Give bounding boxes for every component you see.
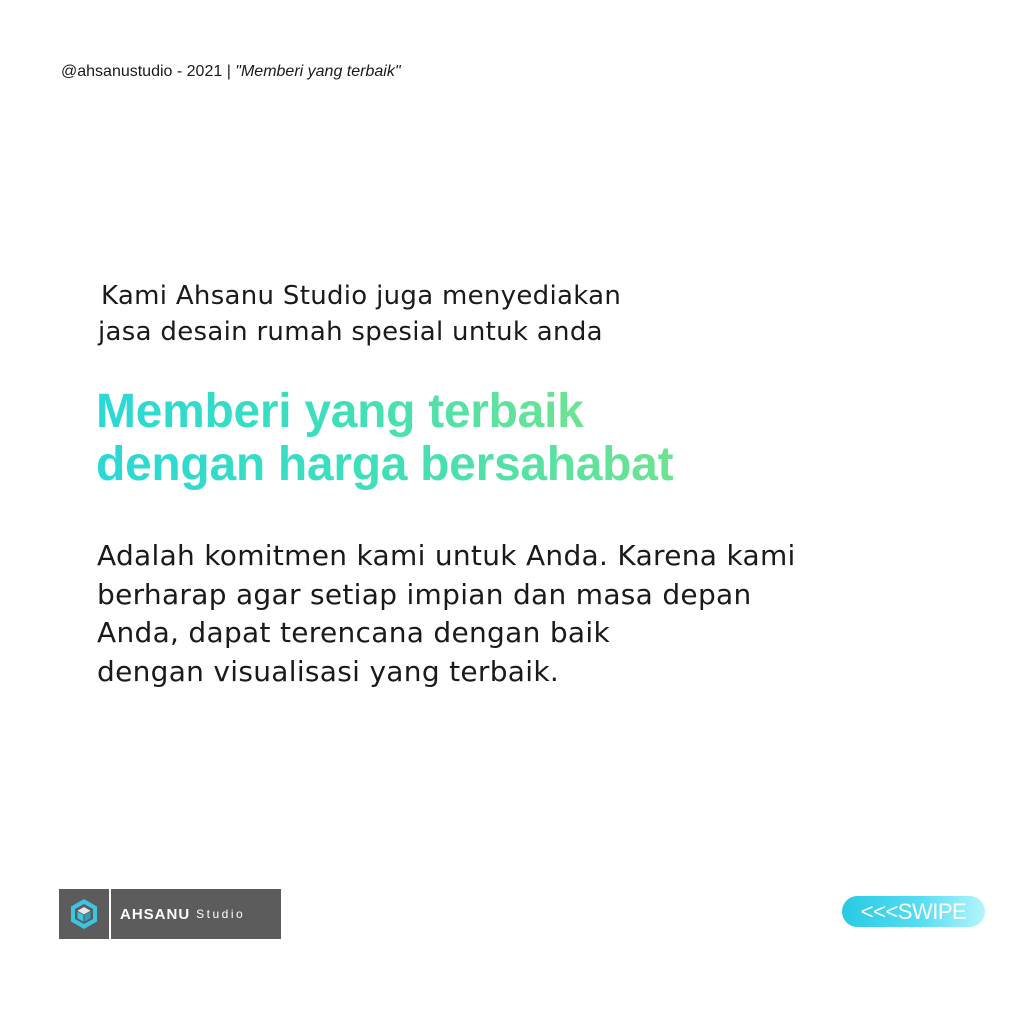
logo-brand: AHSANU: [120, 905, 191, 923]
headline: [96, 385, 856, 491]
header-caption: [61, 63, 401, 81]
body-paragraph: [97, 537, 917, 691]
intro-line-1: Kami Ahsanu Studio juga menyediakan: [101, 281, 622, 311]
intro-text: [98, 278, 858, 350]
studio-logo: [59, 889, 281, 939]
body-line-3: Anda, dapat terencana dengan baik: [97, 616, 610, 649]
hexagon-cube-icon: [67, 897, 101, 931]
logo-sub: Studio: [196, 907, 246, 921]
logo-mark: [59, 889, 109, 939]
header-tagline: "Memberi yang terbaik": [235, 63, 401, 80]
headline-line-1: Memberi yang terbaik: [96, 385, 584, 438]
body-line-1: Adalah komitmen kami untuk Anda. Karena kami: [97, 539, 796, 572]
body-line-4: dengan visualisasi yang terbaik.: [97, 654, 560, 688]
logo-wordmark: [111, 889, 281, 939]
body-line-2: berharap agar setiap impian dan masa depan: [97, 577, 752, 611]
headline-line-2: dengan harga bersahabat: [96, 438, 674, 491]
header-handle-year: @ahsanustudio - 2021 |: [61, 63, 236, 80]
swipe-badge: <<<SWIPE: [842, 896, 985, 927]
intro-line-2: jasa desain rumah spesial untuk anda: [98, 317, 603, 347]
